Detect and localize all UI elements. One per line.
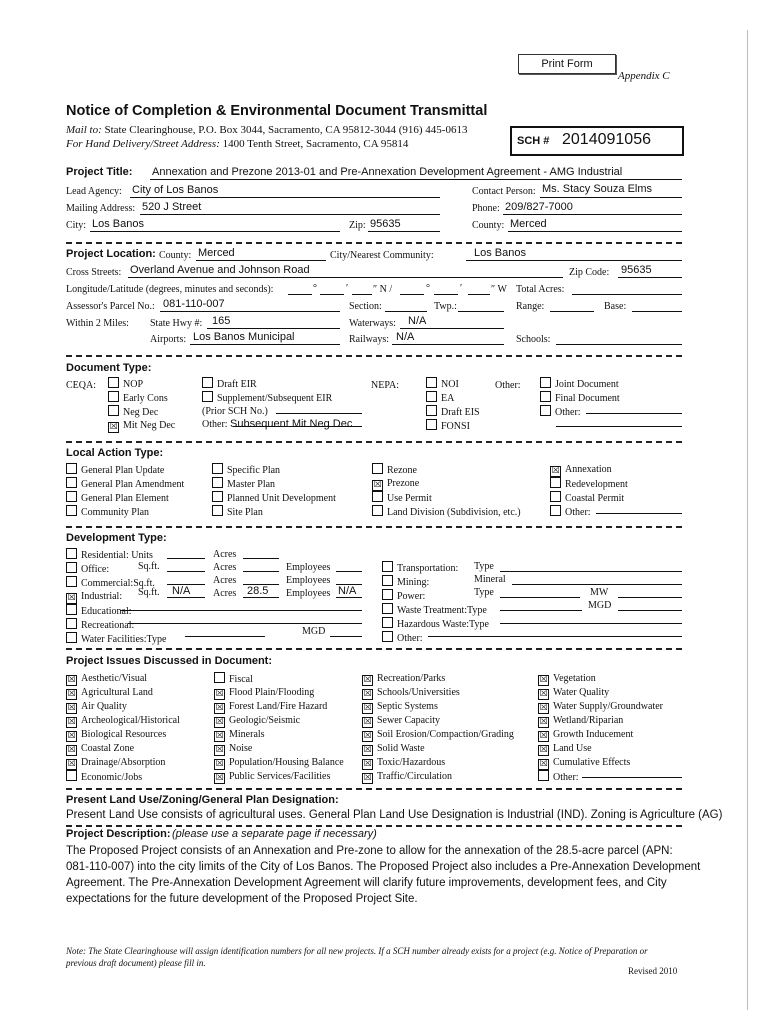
mining-row[interactable] — [382, 575, 489, 589]
office-employees-label: Employees — [286, 562, 331, 573]
project-title-label: Project Title: — [66, 166, 133, 178]
checkbox-box: ☒ — [363, 717, 372, 727]
issue-checkbox-biological-resources[interactable] — [66, 728, 180, 742]
checkbox-box: ☒ — [215, 773, 224, 783]
checkbox-box: ☒ — [67, 703, 76, 713]
contact-label: Contact Person: — [472, 186, 536, 197]
issue-checkbox-economic-jobs[interactable] — [66, 770, 180, 784]
joint-document-label: Joint Document — [555, 379, 619, 390]
early-cons-checkbox[interactable] — [108, 391, 175, 405]
draft-eis-label: Draft EIS — [441, 407, 480, 418]
other-document-label: Other: — [555, 407, 581, 418]
airports-label: Airports: — [150, 334, 187, 345]
local-action-col3 — [372, 463, 521, 519]
revised-date: Revised 2010 — [628, 966, 678, 976]
issue-checkbox-population-housing-balance[interactable] — [214, 756, 344, 770]
page-edge — [747, 30, 748, 1010]
employees-col — [286, 561, 330, 600]
phone-label: Phone: — [472, 203, 500, 214]
residential-acres-label: Acres — [213, 549, 237, 560]
checkbox-box: ☒ — [67, 689, 76, 699]
local-other-checkbox[interactable] — [550, 505, 628, 519]
checkbox-box — [214, 672, 225, 683]
issue-label: Minerals — [229, 729, 265, 740]
industrial-sqft-label: Sq.ft. — [138, 587, 160, 598]
checkbox-box: ☒ — [67, 731, 76, 741]
annexation-checkbox[interactable]: ☒ Annexation — [551, 464, 612, 476]
issue-checkbox-traffic-circulation[interactable] — [362, 770, 514, 784]
recreational-row[interactable] — [66, 618, 166, 632]
commercial-acres-label: Acres — [213, 575, 237, 586]
checkbox-box: ☒ — [215, 731, 224, 741]
issue-label: Flood Plain/Flooding — [229, 687, 315, 698]
transportation-type-label: Type — [474, 561, 494, 572]
deg-symbol: ° — [313, 283, 317, 294]
checkbox-box: ☒ — [363, 675, 372, 685]
coastal-permit-checkbox[interactable] — [550, 491, 628, 505]
issue-checkbox-water-supply-groundwater[interactable] — [538, 700, 663, 714]
draft-eir-label: Draft EIR — [217, 379, 257, 390]
issue-checkbox-minerals[interactable] — [214, 728, 344, 742]
checkbox-box: ☒ — [215, 703, 224, 713]
schools-label: Schools: — [516, 334, 551, 345]
industrial-employees-value: N/A — [338, 585, 357, 597]
sch-box — [510, 126, 684, 156]
checkbox-box: ☒ — [215, 745, 224, 755]
ceqa-col2 — [202, 377, 352, 431]
present-land-use-value: Present Land Use consists of agricultural uses. General Plan Land Use Designation is Industrial (IND). Zoning is Agriculture (AG) — [66, 809, 723, 821]
issue-checkbox-cumulative-effects[interactable] — [538, 756, 663, 770]
base-label: Base: — [604, 301, 627, 312]
issues-col3 — [362, 672, 514, 784]
industrial-label: Industrial: — [81, 591, 123, 602]
cross-streets-value: Overland Avenue and Johnson Road — [130, 264, 310, 276]
draft-eis-checkbox[interactable] — [426, 405, 480, 419]
issues-col1 — [66, 672, 180, 784]
power-type-label: Type — [474, 587, 494, 598]
checkbox-box: ☒ — [67, 745, 76, 755]
checkbox-box: ☒ — [363, 773, 372, 783]
print-form-button[interactable] — [518, 54, 616, 74]
checkbox-box: ☒ — [67, 717, 76, 727]
early-cons-label: Early Cons — [123, 393, 168, 404]
appendix-label: Appendix C — [618, 70, 670, 82]
issue-label: Vegetation — [553, 673, 596, 684]
apn-label: Assessor's Parcel No.: — [66, 301, 155, 312]
draft-eir-checkbox[interactable] — [202, 377, 352, 391]
checkbox-box: ☒ — [363, 689, 372, 699]
office-sqft-label: Sq.ft. — [138, 561, 160, 572]
project-description-text — [66, 843, 700, 907]
contact-value: Ms. Stacy Souza Elms — [542, 183, 653, 195]
neg-dec-checkbox[interactable] — [108, 405, 175, 419]
loc-zip-label: Zip Code: — [569, 267, 610, 278]
issue-label: Septic Systems — [377, 701, 438, 712]
mailing-label: Mailing Address: — [66, 203, 136, 214]
project-title-value: Annexation and Prezone 2013-01 and Pre-Annexation Development Agreement - AMG Industrial — [152, 166, 623, 178]
description-line: The Proposed Project consists of an Annexation and Pre-zone to allow for the annexation of the 28.5-acre parcel (APN: — [66, 845, 673, 857]
issue-label: Traffic/Circulation — [377, 771, 452, 782]
issue-label: Drainage/Absorption — [81, 757, 166, 768]
nop-label: NOP — [123, 379, 144, 390]
issue-label: Air Quality — [81, 701, 127, 712]
sch-label: SCH # — [517, 135, 550, 147]
issue-label: Population/Housing Balance — [229, 757, 344, 768]
specific-plan-label: Specific Plan — [227, 465, 281, 476]
issue-checkbox-noise[interactable] — [214, 742, 344, 756]
deg-symbol-2: ° — [426, 283, 430, 294]
checkbox-box: ☒ — [539, 703, 548, 713]
general-plan-amendment-checkbox[interactable] — [66, 477, 184, 491]
industrial-row[interactable]: ☒ Industrial: — [67, 591, 123, 603]
industrial-employees-label: Employees — [286, 588, 331, 599]
neg-dec-label: Neg Dec — [123, 407, 159, 418]
commercial-employees-label: Employees — [286, 575, 331, 586]
issue-label: Coastal Zone — [81, 743, 135, 754]
master-plan-label: Master Plan — [227, 479, 276, 490]
issue-label: Water Supply/Groundwater — [553, 701, 663, 712]
acres-col — [213, 548, 236, 600]
checkbox-box: ☒ — [539, 745, 548, 755]
final-document-label: Final Document — [555, 393, 620, 404]
issue-checkbox-toxic-hazardous[interactable] — [362, 756, 514, 770]
issue-checkbox-public-services-facilities[interactable] — [214, 770, 344, 784]
mail-to-address: State Clearinghouse, P.O. Box 3044, Sacramento, CA 95812-3044 (916) 445-0613 — [104, 124, 468, 136]
loc-county-label: County: — [159, 250, 192, 261]
zip-value: 95635 — [370, 218, 401, 230]
mineral-label: Mineral — [474, 574, 506, 585]
specific-plan-checkbox[interactable] — [212, 463, 336, 477]
longlat-label: Longitude/Latitude (degrees, minutes and seconds): — [66, 284, 274, 295]
fonsi-label: FONSI — [441, 421, 470, 432]
use-permit-checkbox[interactable] — [372, 491, 521, 505]
general-plan-update-checkbox[interactable] — [66, 463, 184, 477]
waste-treatment-row[interactable] — [382, 603, 489, 617]
issue-checkbox-vegetation[interactable] — [538, 672, 663, 686]
ea-label: EA — [441, 393, 455, 404]
ea-checkbox[interactable] — [426, 391, 480, 405]
power-label: Power: — [397, 591, 426, 602]
local-other-label: Other: — [565, 507, 591, 518]
local-action-col4 — [550, 463, 628, 519]
ceqa-other-value: Subsequent Mit Neg Dec — [230, 418, 353, 430]
joint-document-checkbox[interactable] — [540, 377, 620, 391]
issue-label: Recreation/Parks — [377, 673, 446, 684]
industrial-acres-value: 28.5 — [247, 585, 269, 597]
airports-value: Los Banos Municipal — [193, 331, 295, 343]
dev-col2 — [382, 561, 489, 645]
redevelopment-label: Redevelopment — [565, 479, 628, 490]
issue-label: Biological Resources — [81, 729, 167, 740]
checkbox-box — [66, 770, 77, 781]
checkbox-box: ☒ — [363, 745, 372, 755]
issue-checkbox-coastal-zone[interactable] — [66, 742, 180, 756]
checkbox-box: ☒ — [215, 689, 224, 699]
lead-agency-value: City of Los Banos — [132, 184, 219, 196]
min-symbol: ′ — [346, 283, 349, 294]
checkbox-box: ☒ — [539, 689, 548, 699]
rezone-label: Rezone — [387, 465, 417, 476]
hand-delivery-label: For Hand Delivery/Street Address: — [66, 138, 220, 150]
coastal-permit-label: Coastal Permit — [565, 493, 625, 504]
use-permit-label: Use Permit — [387, 493, 432, 504]
description-line: 081-110-007) into the city limits of the City of Los Banos. The Proposed Project also includes a Pre-Annexation Development — [66, 861, 701, 873]
community-plan-checkbox[interactable] — [66, 505, 184, 519]
land-division-checkbox[interactable] — [372, 505, 521, 519]
supplement-eir-checkbox[interactable] — [202, 391, 352, 405]
phone-value: 209/827-7000 — [505, 201, 573, 213]
checkbox-box — [538, 770, 549, 781]
apn-value: 081-110-007 — [163, 298, 225, 310]
mail-to-line — [66, 124, 467, 136]
issue-checkbox-flood-plain-flooding[interactable] — [214, 686, 344, 700]
nop-checkbox[interactable] — [108, 377, 175, 391]
other-document-checkbox[interactable] — [540, 405, 620, 419]
waterways-label: Waterways: — [349, 318, 396, 329]
city-value: Los Banos — [92, 218, 144, 230]
railways-label: Railways: — [349, 334, 389, 345]
nepa-col — [426, 377, 480, 433]
water-facilities-row[interactable] — [66, 632, 166, 646]
issue-checkbox-drainage-absorption[interactable] — [66, 756, 180, 770]
issue-checkbox-schools-universities[interactable] — [362, 686, 514, 700]
issues-col2 — [214, 672, 344, 784]
issue-checkbox-solid-waste[interactable] — [362, 742, 514, 756]
hazardous-waste-row[interactable] — [382, 617, 489, 631]
issue-label: Wetland/Riparian — [553, 715, 624, 726]
community-plan-label: Community Plan — [81, 507, 150, 518]
ceqa-other-row — [202, 418, 352, 431]
waterways-value: N/A — [408, 315, 427, 327]
section-label: Section: — [349, 301, 382, 312]
issue-label: Toxic/Hazardous — [377, 757, 446, 768]
railways-value: N/A — [396, 331, 415, 343]
north-label: ″ N / — [373, 284, 393, 295]
residential-row[interactable] — [66, 548, 166, 562]
final-document-checkbox[interactable] — [540, 391, 620, 405]
redevelopment-checkbox[interactable] — [550, 477, 628, 491]
water-mgd-label: MGD — [302, 626, 326, 637]
within-2-miles-label: Within 2 Miles: — [66, 318, 129, 329]
annexation-label: Annexation — [565, 464, 612, 475]
water-facilities-label: Water Facilities:Type — [81, 634, 167, 645]
issue-label: Land Use — [553, 743, 592, 754]
noi-label: NOI — [441, 379, 459, 390]
issue-label: Economic/Jobs — [81, 772, 143, 783]
checkbox-box: ☒ — [539, 731, 548, 741]
project-issues-heading: Project Issues Discussed in Document: — [66, 655, 273, 667]
issue-checkbox-air-quality[interactable] — [66, 700, 180, 714]
hand-delivery-address: 1400 Tenth Street, Sacramento, CA 95814 — [222, 138, 409, 150]
issue-label: Solid Waste — [377, 743, 425, 754]
checkbox-box: ☒ — [363, 731, 372, 741]
issue-checkbox-archeological-historical[interactable] — [66, 714, 180, 728]
lead-agency-label: Lead Agency: — [66, 186, 122, 197]
issue-checkbox-recreation-parks[interactable] — [362, 672, 514, 686]
other-doc-label: Other: — [495, 380, 521, 391]
issue-checkbox-geologic-seismic[interactable] — [214, 714, 344, 728]
office-acres-label: Acres — [213, 562, 237, 573]
ceqa-label: CEQA: — [66, 380, 96, 391]
issue-checkbox-agricultural-land[interactable] — [66, 686, 180, 700]
noi-checkbox[interactable] — [426, 377, 480, 391]
footer-note — [66, 945, 648, 969]
form-title: Notice of Completion & Environmental Document Transmittal — [66, 103, 488, 119]
description-line: expectations for the future development of the Proposed Project Site. — [66, 893, 418, 905]
dev-other-label: Other: — [397, 633, 423, 644]
loc-county-value: Merced — [198, 247, 235, 259]
total-acres-label: Total Acres: — [516, 284, 565, 295]
general-plan-update-label: General Plan Update — [81, 465, 165, 476]
issue-label: Water Quality — [553, 687, 610, 698]
checkbox-box: ☒ — [539, 759, 548, 769]
supplement-eir-label: Supplement/Subsequent EIR — [217, 393, 333, 404]
issue-label: Soil Erosion/Compaction/Grading — [377, 729, 514, 740]
issue-label: Aesthetic/Visual — [81, 673, 148, 684]
recreational-label: Recreational: — [81, 620, 135, 631]
issue-label: Growth Inducement — [553, 729, 634, 740]
waste-mgd-label: MGD — [588, 600, 612, 611]
prezone-label: Prezone — [387, 478, 420, 489]
fonsi-checkbox[interactable] — [426, 419, 480, 433]
checkbox-box: ☒ — [67, 759, 76, 769]
issues-col4 — [538, 672, 663, 784]
general-plan-element-label: General Plan Element — [81, 493, 169, 504]
project-description-note: (please use a separate page if necessary) — [172, 828, 380, 840]
issue-checkbox-soil-erosion-compaction-grading[interactable] — [362, 728, 514, 742]
issue-label: Fiscal — [229, 674, 253, 685]
issue-checkbox-wetland-riparian[interactable] — [538, 714, 663, 728]
checkbox-box: ☒ — [67, 675, 76, 685]
twp-label: Twp.: — [434, 301, 457, 312]
zip-label: Zip: — [349, 220, 366, 231]
issue-checkbox-sewer-capacity[interactable] — [362, 714, 514, 728]
project-description-label: Project Description: — [66, 828, 174, 840]
checkbox-box: ☒ — [363, 703, 372, 713]
checkbox-box: ☒ — [539, 675, 548, 685]
issue-label: Other: — [553, 772, 579, 783]
planned-unit-label: Planned Unit Development — [227, 493, 336, 504]
issue-label: Agricultural Land — [81, 687, 153, 698]
range-label: Range: — [516, 301, 545, 312]
local-action-heading: Local Action Type: — [66, 447, 164, 459]
issue-checkbox-growth-inducement[interactable] — [538, 728, 663, 742]
issue-label: Forest Land/Fire Hazard — [229, 701, 328, 712]
issue-checkbox-land-use[interactable] — [538, 742, 663, 756]
site-plan-checkbox[interactable] — [212, 505, 336, 519]
waste-treatment-label: Waste Treatment:Type — [397, 605, 487, 616]
west-label: ″ W — [491, 284, 507, 295]
power-row[interactable] — [382, 589, 489, 603]
rezone-checkbox[interactable] — [372, 463, 521, 477]
issue-label: Geologic/Seismic — [229, 715, 301, 726]
mit-neg-dec-label: Mit Neg Dec — [123, 420, 176, 431]
county-value: Merced — [510, 218, 547, 230]
issue-label: Schools/Universities — [377, 687, 460, 698]
loc-city-value: Los Banos — [474, 247, 526, 259]
project-location-label: Project Location: — [66, 248, 156, 260]
development-type-heading: Development Type: — [66, 532, 167, 544]
min-symbol-2: ′ — [460, 283, 463, 294]
issue-checkbox-fiscal[interactable] — [214, 672, 344, 686]
document-type-heading: Document Type: — [66, 362, 152, 374]
mail-to-label: Mail to: — [66, 124, 102, 136]
sch-number: 2014091056 — [562, 131, 651, 148]
local-action-col2 — [212, 463, 336, 519]
loc-city-label: City/Nearest Community: — [330, 250, 434, 261]
hwy-value: 165 — [212, 315, 231, 327]
local-action-col1 — [66, 463, 184, 519]
issue-checkbox-water-quality[interactable] — [538, 686, 663, 700]
hwy-label: State Hwy #: — [150, 318, 203, 329]
residential-label: Residential: Units — [81, 550, 153, 561]
industrial-acres-label: Acres — [213, 588, 237, 599]
planned-unit-checkbox[interactable] — [212, 491, 336, 505]
master-plan-checkbox[interactable] — [212, 477, 336, 491]
general-plan-amendment-label: General Plan Amendment — [81, 479, 185, 490]
dev-other-row[interactable] — [382, 631, 489, 645]
land-division-label: Land Division (Subdivision, etc.) — [387, 507, 521, 518]
mw-label: MW — [590, 587, 609, 598]
print-form-label: Print Form — [541, 58, 593, 70]
issue-checkbox-septic-systems[interactable] — [362, 700, 514, 714]
hand-delivery-line — [66, 138, 408, 150]
issue-checkbox-aesthetic-visual[interactable] — [66, 672, 180, 686]
issue-label: Public Services/Facilities — [229, 771, 331, 782]
mining-label: Mining: — [397, 577, 430, 588]
checkbox-box: ☒ — [215, 717, 224, 727]
transportation-row[interactable] — [382, 561, 489, 575]
hazardous-waste-label: Hazardous Waste:Type — [397, 619, 489, 630]
mailing-value: 520 J Street — [142, 201, 202, 213]
educational-label: Educational: — [81, 606, 132, 617]
prior-sch-label: (Prior SCH No.) — [202, 406, 268, 417]
issue-label: Archeological/Historical — [81, 715, 180, 726]
commercial-label: Commercial:Sq.ft. — [81, 578, 155, 589]
ceqa-col1 — [108, 377, 175, 433]
issue-label: Noise — [229, 743, 253, 754]
description-line: Agreement. The Pre-Annexation Development Agreement will clarify future improvements, development fees, and City — [66, 877, 667, 889]
checkbox-box: ☒ — [215, 759, 224, 769]
prezone-checkbox[interactable]: ☒ Prezone — [373, 478, 420, 490]
transportation-label: Transportation: — [397, 563, 459, 574]
cross-streets-label: Cross Streets: — [66, 267, 122, 278]
educational-row[interactable] — [66, 604, 166, 618]
issue-label: Cumulative Effects — [553, 757, 631, 768]
nepa-label: NEPA: — [371, 380, 399, 391]
site-plan-label: Site Plan — [227, 507, 263, 518]
industrial-sqft-value: N/A — [172, 585, 191, 597]
loc-zip-value: 95635 — [621, 264, 652, 276]
footer-note-line-2: previous draft document) please fill in. — [66, 958, 206, 968]
city-label: City: — [66, 220, 87, 231]
county-label: County: — [472, 220, 505, 231]
issue-checkbox-forest-land-fire-hazard[interactable] — [214, 700, 344, 714]
present-land-use-label: Present Land Use/Zoning/General Plan Designation: — [66, 794, 339, 806]
general-plan-element-checkbox[interactable] — [66, 491, 184, 505]
checkbox-box: ☒ — [363, 759, 372, 769]
ceqa-other-label: Other: — [202, 419, 228, 430]
checkbox-box: ☒ — [539, 717, 548, 727]
mit-neg-dec-checkbox[interactable]: ☒ Mit Neg Dec — [109, 420, 176, 432]
issue-label: Sewer Capacity — [377, 715, 441, 726]
footer-note-line-1: Note: The State Clearinghouse will assign identification numbers for all new projects. If a SCH number already exists for a project (e.g. Notice of Preparation or — [66, 946, 648, 956]
office-label: Office: — [81, 564, 110, 575]
